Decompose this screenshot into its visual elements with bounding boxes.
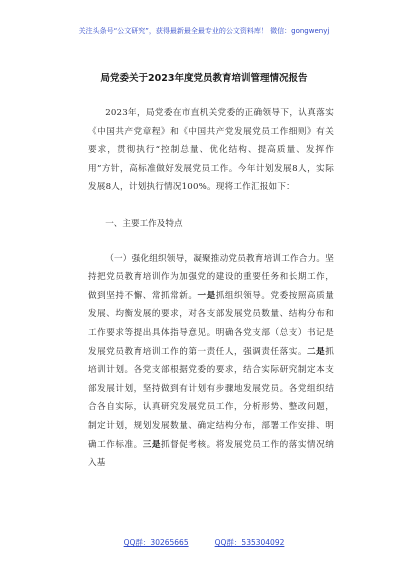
paragraph-text-d: 抓培训计划。各党支部根据党委的要求，结合实际研究制定本支部发展计划，坚持做到有计划有步骤地发展党员。各党组织结合各自实际，认真研究发展党员工作，分析形势、整改问题，制定计划，规划发展数量、确定结构分布，部署工作安排、明确工作标准。 <box>88 346 334 450</box>
qq-group-one: QQ群：30265665 <box>123 538 189 547</box>
paragraph-text-e: 抓督促考核。将发展党员工作的落实情况纳入基 <box>88 439 334 469</box>
section-heading: 一、主要工作及特点 <box>105 218 183 229</box>
document-title: 局党委关于2023年度党员教育培训管理情况报告 <box>100 73 308 84</box>
paragraph-text-a: （一）强化组织领导，凝聚推动党员教育培训工作合力。坚持把党员教育培训作为加强党的建设的重要任务和长期工作，做到坚持不懈、常抓常新。 <box>88 253 334 301</box>
intro-paragraph: 2023年，局党委在市直机关党委的正确领导下，认真落实《中国共产党章程》和《中国共产党发展党员工作细则》有关要求，贯彻执行“控制总量、优化结构、提高质量、发挥作用”方针，高标准做好发展党员工作。今年计划发展8人，实际发展8人，计划执行情况100%。现将工作汇报如下： <box>88 108 334 193</box>
footer-contacts <box>0 537 408 548</box>
bold-marker-two: 二是 <box>306 346 326 357</box>
qq-group-two: QQ群：535304092 <box>214 538 285 547</box>
bold-marker-three: 三是 <box>142 439 161 450</box>
document-body <box>88 104 334 473</box>
section-paragraph <box>88 250 334 473</box>
paragraph-text-c: 抓组织领导。党委按照高质量发展、均衡发展的要求，对各支部发展党员数量、结构分布和工作要求等提出具体指导意见。明确各党支部（总支）书记是发展党员教育培训工作的第一责任人，强调责任落实。 <box>88 290 334 357</box>
bold-marker-one: 一是 <box>197 290 216 301</box>
promo-banner: 关注头条号“公文研究”，获得最新最全最专业的公文资料库！ 微信：gongwenyj <box>78 27 330 35</box>
